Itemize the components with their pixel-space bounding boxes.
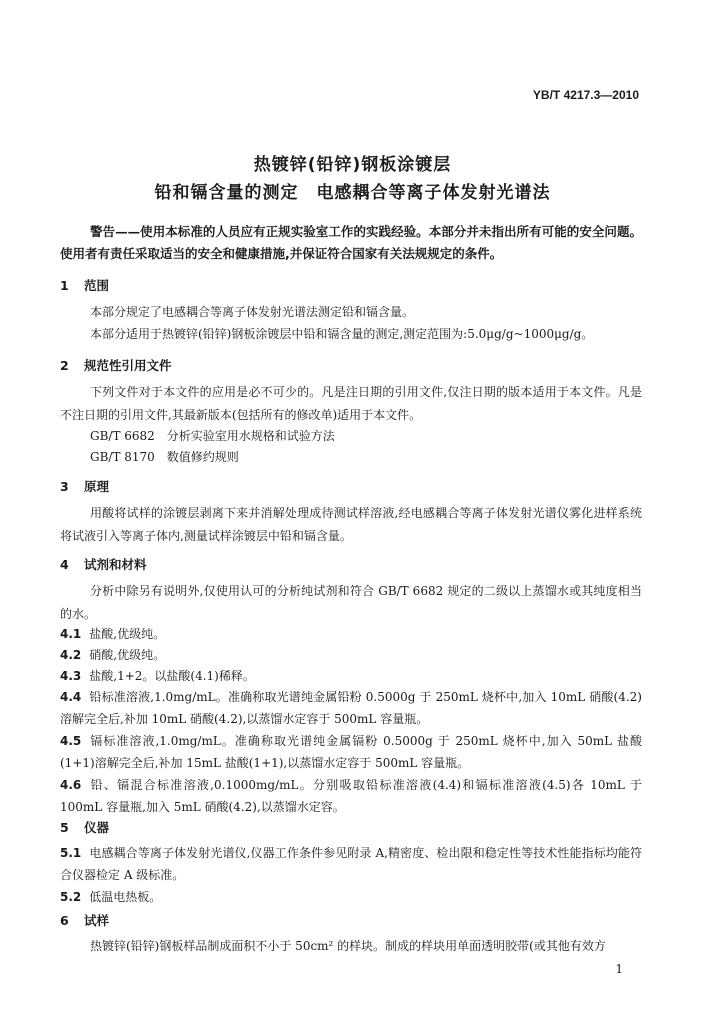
section-number: 1 [60,278,69,293]
section-number: 6 [60,913,69,928]
reference-gbt-6682: GB/T 6682 分析实验室用水规格和试验方法 [90,429,335,443]
title-line-2: 铅和镉含量的测定 电感耦合等离子体发射光谱法 [154,183,551,203]
clause-text: 低温电热板。 [89,890,162,904]
section-5-heading [60,818,109,836]
clause-number: 5.1 [60,846,82,860]
clause-number: 4.5 [60,734,82,748]
standard-code: YB/T 4217.3—2010 [532,88,639,102]
section-6-paragraph-1: 热镀锌(铅锌)钢板样品制成面积不小于 50cm² 的样块。制成的样块用单面透明胶带(或其他有效方 [90,939,606,953]
clause-text: 铅标准溶液,1.0mg/mL。准确称取光谱纯金属铅粉 0.5000g 于 250mL 烧杯中,加入 10mL 硝酸(4.2)溶解完全后,补加 10mL 硝酸(4.2),以蒸馏水定容于 500mL 容量瓶。 [60,690,642,726]
clause-5-1 [60,842,642,886]
clause-number: 4.1 [60,627,82,641]
clause-text: 铅、镉混合标准溶液,0.1000mg/mL。分别吸取铅标准溶液(4.4)和镉标准溶液(4.5)各 10mL 于 100mL 容量瓶,加入 5mL 硝酸(4.2),以蒸馏水定容。 [60,778,642,814]
section-1-paragraph-1: 本部分规定了电感耦合等离子体发射光谱法测定铅和镉含量。 [90,305,415,319]
reference-gbt-8170: GB/T 8170 数值修约规则 [90,450,239,464]
section-title: 原理 [84,479,110,494]
clause-number: 4.2 [60,648,82,662]
clause-4-6 [60,774,642,818]
clause-4-2 [60,644,642,666]
clause-text: 镉标准溶液,1.0mg/mL。准确称取光谱纯金属镉粉 0.5000g 于 250mL 烧杯中,加入 50mL 盐酸(1+1)溶解完全后,补加 15mL 盐酸(1+1),以蒸馏水定容于 500mL 容量瓶。 [60,734,642,770]
section-4-heading [60,555,147,573]
title-line-1: 热镀锌(铅锌)钢板涂镀层 [253,155,452,175]
section-number: 4 [60,557,69,572]
section-title: 仪器 [84,820,110,835]
section-2-paragraph-1: 下列文件对于本文件的应用是必不可少的。凡是注日期的引用文件,仅注日期的版本适用于本文件。凡是不注日期的引用文件,其最新版本(包括所有的修改单)适用于本文件。 [60,385,642,422]
clause-4-5 [60,730,642,774]
section-6-heading [60,911,109,929]
clause-text: 盐酸,优级纯。 [89,627,166,641]
clause-4-1 [60,623,642,645]
section-title: 范围 [84,278,110,293]
clause-number: 4.3 [60,669,82,683]
section-title: 规范性引用文件 [84,358,172,373]
page-number: 1 [615,962,623,976]
section-3-paragraph-1: 用酸将试样的涂镀层剥离下来并消解处理成待测试样溶液,经电感耦合等离子体发射光谱仪雾化进样系统将试液引入等离子体内,测量试样涂镀层中铅和镉含量。 [60,506,642,543]
section-2-heading [60,356,172,374]
section-3-heading [60,477,109,495]
section-title: 试剂和材料 [84,557,147,572]
section-number: 3 [60,479,69,494]
clause-text: 盐酸,1+2。以盐酸(4.1)稀释。 [89,669,255,683]
clause-text: 硝酸,优级纯。 [89,648,166,662]
clause-4-4 [60,686,642,730]
clause-5-2 [60,886,642,908]
section-number: 2 [60,358,69,373]
section-1-paragraph-2: 本部分适用于热镀锌(铅锌)钢板涂镀层中铅和镉含量的测定,测定范围为:5.0μg/g~1000μg/g。 [90,327,594,341]
clause-text: 电感耦合等离子体发射光谱仪,仪器工作条件参见附录 A,精密度、检出限和稳定性等技术性能指标均能符合仪器检定 A 级标准。 [60,846,642,882]
clause-number: 5.2 [60,890,82,904]
clause-number: 4.4 [60,690,82,704]
clause-4-3 [60,665,642,687]
section-1-heading [60,276,109,294]
section-title: 试样 [84,913,110,928]
section-number: 5 [60,820,69,835]
section-4-paragraph-1: 分析中除另有说明外,仅使用认可的分析纯试剂和符合 GB/T 6682 规定的二级以上蒸馏水或其纯度相当的水。 [60,584,642,621]
warning-paragraph: 警告——使用本标准的人员应有正规实验室工作的实践经验。本部分并未指出所有可能的安全问题。使用者有责任采取适当的安全和健康措施,并保证符合国家有关法规规定的条件。 [60,224,642,261]
clause-number: 4.6 [60,778,82,792]
